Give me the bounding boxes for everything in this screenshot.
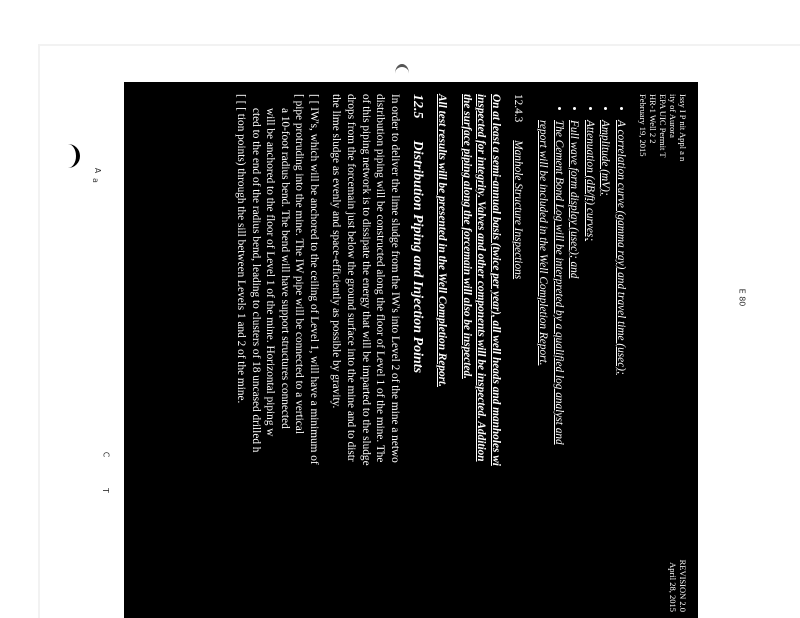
margin-mark-left-2: a xyxy=(90,178,100,183)
subsection-number: 12.4.3 xyxy=(512,94,525,123)
paragraph-line: the lime sludge as evenly and space-efficiently as possible by gravity. xyxy=(330,94,343,409)
margin-mark-bottom-2: T xyxy=(100,488,110,493)
header-left xyxy=(638,94,688,161)
section-heading xyxy=(410,94,425,612)
header-left-line: February 19, 2015 xyxy=(638,94,648,157)
bullet-item: • Full wave form display (usec); and xyxy=(567,120,582,612)
paragraph-text: IW's, which will be anchored to the ceiling of Level 1, will have a minimum of xyxy=(307,107,320,465)
paragraph-text: tion points) through the sill between Levels 1 and 2 of the mine. xyxy=(234,113,247,404)
punch-hole-mark-left xyxy=(56,144,80,168)
bullet-item: • Amplitude (mV); xyxy=(598,120,613,612)
paragraph-line xyxy=(248,94,263,612)
section-title: Distribution Piping and Injection Points xyxy=(410,140,426,374)
header-left-line: ity of Aurora xyxy=(668,94,678,138)
inspection-paragraph xyxy=(459,94,503,612)
paragraph-text: cted to the end of the radius bend, leading to clusters of 18 uncased drilled h xyxy=(249,108,262,453)
paragraph-line xyxy=(277,94,292,612)
rotated-page-content xyxy=(124,82,698,618)
subsection-title: Manhole Structure Inspections xyxy=(512,140,525,280)
paragraph-line: inspected for integrity. Valves and other components will be inspected. Addition xyxy=(475,94,488,462)
section-number: 12.5 xyxy=(410,94,426,119)
paragraph-line xyxy=(306,94,321,612)
paragraph-line: drops from the forcemain just below the ground surface into the mine and to distr xyxy=(345,94,358,462)
paragraph-line: In order to deliver the lime sludge from the IW's into Level 2 of the mine a netwo xyxy=(388,94,401,463)
paragraph-text: pipe protruding into the mine. The IW pipe will be connected to a vertical xyxy=(293,100,306,434)
paragraph-text: a 10-foot radius bend. The bend will have support structures connected xyxy=(278,108,291,429)
paragraph-line: the surface piping along the forcemain will also be inspected. xyxy=(460,94,473,379)
margin-bracket: [ xyxy=(293,94,306,98)
margin-mark-bottom-1: C xyxy=(101,451,111,458)
bullet-item: • Attenuation (dB/ft) curves; xyxy=(582,120,597,612)
paragraph-line xyxy=(233,94,248,612)
header-left-line: Issy I P nit Appl a n xyxy=(678,94,688,162)
margin-mark-left-1: A xyxy=(93,167,103,174)
margin-mark-right: E 80 xyxy=(737,288,747,307)
paragraph-line: distribution piping will be constructed along the floor of Level 1 of the mine. The xyxy=(374,94,387,463)
paragraph-line: of this piping network is to dissipate the energy that will be imparted to the sludge xyxy=(359,94,372,466)
body-paragraph-2 xyxy=(233,94,321,612)
body-paragraph-1 xyxy=(329,94,402,612)
paragraph-text: will be anchored to the floor of Level 1 of the mine. Horizontal piping w xyxy=(264,108,277,437)
subsection-heading xyxy=(511,94,526,612)
document-page xyxy=(124,82,698,618)
paragraph-line xyxy=(263,94,278,612)
header-left-line: EPA UIC Permit T xyxy=(658,94,668,158)
bullet-item: • A correlation curve (gamma ray) and travel time (usec); xyxy=(613,120,628,612)
margin-bracket: [ [ xyxy=(307,94,320,105)
header-right xyxy=(638,560,688,612)
results-statement: All test results will be presented in the Well Completion Report. xyxy=(436,94,449,388)
header-left-line: HR-1 Well 2 2 xyxy=(648,94,658,144)
margin-bracket: [ [ [ xyxy=(234,94,247,111)
revision-label: REVISION 2.0 xyxy=(678,559,688,612)
paragraph-line: On at least a semi-annual basis (twice per year), all well heads and manholes wi xyxy=(489,94,502,466)
paragraph-line xyxy=(292,94,307,612)
punch-hole-mark-top xyxy=(395,64,409,83)
page-header xyxy=(638,94,688,612)
bullet-continuation: report will be included in the Well Completion Report. xyxy=(537,120,550,366)
bullet-item: • The Cement Bond Log will be interpreted by a qualified log analyst and xyxy=(551,120,566,612)
revision-date: April 28, 2015 xyxy=(668,562,678,612)
bullet-list xyxy=(535,94,628,612)
